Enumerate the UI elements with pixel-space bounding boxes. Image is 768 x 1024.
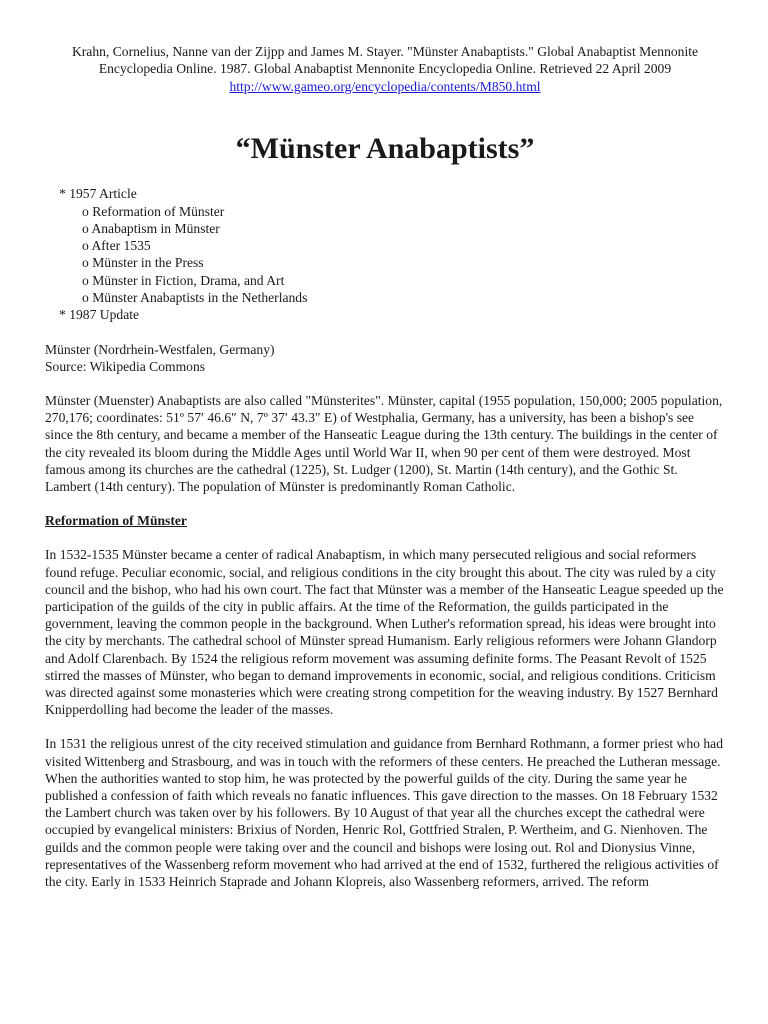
page-title: “Münster Anabaptists”: [235, 132, 535, 166]
toc-subitem-netherlands[interactable]: o Münster Anabaptists in the Netherlands: [82, 290, 308, 305]
citation-link[interactable]: http://www.gameo.org/encyclopedia/contents/M850.html: [229, 78, 541, 94]
source-line: Source: Wikipedia Commons: [45, 358, 206, 374]
location-caption: [45, 341, 725, 375]
toc-subitem-anabaptism[interactable]: o Anabaptism in Münster: [82, 220, 220, 236]
toc-subitem-after-1535[interactable]: o After 1535: [82, 238, 151, 254]
citation: [45, 43, 725, 95]
document-page: [45, 43, 725, 890]
table-of-contents: [45, 185, 725, 323]
section-heading: Reformation of Münster: [45, 513, 187, 529]
toc-item-1957-article[interactable]: * 1957 Article: [59, 186, 137, 202]
intro-paragraph: Münster (Muenster) Anabaptists are also called "Münsterites". Münster, capital (1955 population, 150,000; 2005 population, 270,176; coordinates: 51º 57′ 46.6″ N, 7º 37′ 43.3″ E) of Westphalia, Germany, has a university, has been a bishop's see since the 8th century, and became a member of the Hanseatic League during the 13th century. The buildings in the center of the city revealed its bloom during the Middle Ages until World War II, when 90 per cent of them were destroyed. Most famous among its churches are the cathedral (1225), St. Ludger (1200), St. Martin (14th century), and the Gothic St. Lambert (14th century). The population of Münster is predominantly Roman Catholic.: [45, 393, 723, 495]
body-paragraph: In 1531 the religious unrest of the city received stimulation and guidance from Bernhard Rothmann, a former priest who had visited Wittenberg and Strasbourg, and was in touch with the reformers of these centers. He preached the Lutheran message. When the authorities wanted to stop him, he was protected by the powerful guilds of the city. During the same year he published a confession of faith which reveals no fanatic influences. This gave direction to the masses. On 18 February 1532 the Lambert church was taken over by his followers. By 10 August of that year all the churches except the cathedral were occupied by evangelical ministers: Brixius of Norden, Henric Rol, Gottfried Stralen, P. Wertheim, and G. Nienhoven. The guilds and the common people were taking over and the council and bishops were losing out. Rol and Dionysius Vinne, representatives of the Wassenberg reform movement who had arrived at the end of 1532, furthered the religious activities of the city. Early in 1533 Heinrich Staprade and Johann Klopreis, also Wassenberg reformers, arrived. The reform: [45, 736, 723, 890]
toc-item-1987-update[interactable]: * 1987 Update: [59, 307, 140, 323]
toc-subitem-reformation[interactable]: o Reformation of Münster: [82, 203, 225, 219]
citation-text: Krahn, Cornelius, Nanne van der Zijpp and James M. Stayer. "Münster Anabaptists." Global Anabaptist Mennonite Encyclopedia Online. 1987. Global Anabaptist Mennonite Encyclopedia Online. Retrieved 22 April 2009: [71, 44, 699, 77]
body-paragraph: In 1532-1535 Münster became a center of radical Anabaptism, in which many persecuted religious and social reformers found refuge. Peculiar economic, social, and religious conditions in the city brought this about. The city was ruled by a city council and the bishop, who had his own court. The fact that Münster was a member of the Hanseatic League speeded up the participation of the guilds of the city in public affairs. At the time of the Reformation, the guilds participated in the government, leaving the common people in the background. When Luther's reformation spread, his ideas were brought into the city by merchants. The cathedral school of Münster spread Humanism. Early religious reformers were Johann Glandorp and Adolf Clarenbach. By 1524 the religious reform movement was assuming definite forms. The Peasant Revolt of 1525 stirred the masses of Münster, who began to demand improvements in economic, social, and religious conditions. Criticism was directed against some monasteries which were creating strong competition for the weaving industry. By 1527 Bernhard Knipperdolling had become the leader of the masses.: [45, 547, 724, 718]
toc-subitem-press[interactable]: o Münster in the Press: [82, 255, 204, 271]
location-line: Münster (Nordrhein-Westfalen, Germany): [45, 341, 275, 357]
toc-subitem-fiction[interactable]: o Münster in Fiction, Drama, and Art: [82, 272, 285, 288]
